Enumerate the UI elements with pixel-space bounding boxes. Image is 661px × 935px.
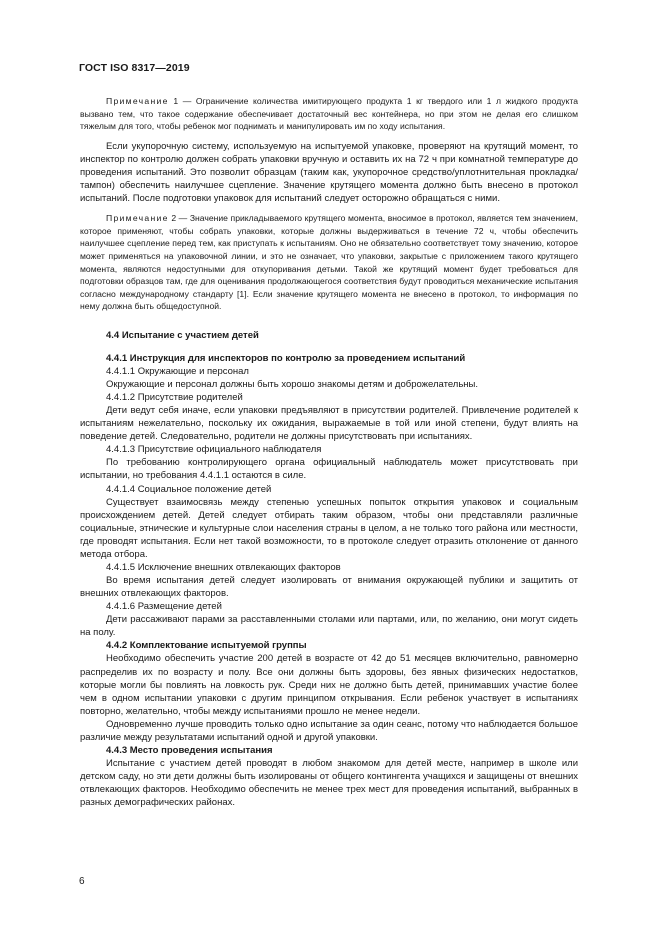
section-4-4-1-2-text: Дети ведут себя иначе, если упаковки предъявляют в присутствии родителей. Привлечение родителей к испытаниям нежелательно, поскольку их ожидания, выражаемые в той или иной степени, будут влиять на поведение детей. Следовательно, родители не должны присутствовать при испытаниях. (80, 405, 578, 443)
paragraph-closure-torque: Если укупорочную систему, используемую на испытуемой упаковке, проверяют на крутящий момент, то инспектор по контролю должен собрать упаковки вручную и оставить их на 72 ч при комнатной температуре до проведения испытаний. Это позволит образцам (таким как, укупорочное средство/уплотнительная прокладка/тампон) обеспечить наилучшее сцепление. Значение крутящего момента должно быть внесено в протокол испытаний. После подготовки упаковок для испытаний следует осторожно обращаться с ними. (80, 140, 578, 205)
section-4-4-1-3-title: 4.4.1.3 Присутствие официального наблюдателя (106, 444, 322, 456)
section-4-4-1-title: 4.4.1 Инструкция для инспекторов по контролю за проведением испытаний (106, 353, 466, 364)
section-4-4-3-paragraph-1: Испытание с участием детей проводят в любом знакомом для детей месте, например в школе или детском саду, но эти дети должны быть изолированы от общего контингента учащихся и защищены от внешних отвлекающих факторов. Необходимо обеспечить не менее трех мест для проведения испытаний, выбранных в разных демографических районах. (80, 758, 578, 809)
section-4-4-2-paragraph-2: Одновременно лучше проводить только одно испытание за один сеанс, потому что наблюдается большое различие между результатами испытаний одной и другой упаковки. (80, 718, 578, 743)
document-header: ГОСТ ISO 8317—2019 (79, 62, 190, 74)
section-4-4-1-4-text: Существует взаимосвязь между степенью успешных попыток открытия упаковок и социальным происхождением детей. Детей следует отбирать таким образом, чтобы они представляли различные социальные, этнические и культурные слои населения страны в целом, а не только того района или местности, где проводят испытания. Если нет такой возможности, то в протоколе следует отразить отклонение от данного метода отбора. (80, 496, 578, 560)
section-4-4-1-5-title: 4.4.1.5 Исключение внешних отвлекающих факторов (106, 562, 341, 574)
page-number: 6 (79, 876, 85, 887)
section-4-4-1-4-title: 4.4.1.4 Социальное положение детей (106, 483, 272, 495)
section-4-4-title: 4.4 Испытание с участием детей (106, 330, 259, 341)
section-4-4-2-title: 4.4.2 Комплектование испытуемой группы (106, 640, 307, 652)
section-4-4-1-1-text: Окружающие и персонал должны быть хорошо знакомы детям и доброжелательны. (106, 379, 479, 390)
section-4-4-3-title: 4.4.3 Место проведения испытания (106, 745, 273, 757)
note-1-label: Примечание (106, 96, 169, 106)
section-4-4-1-2-title: 4.4.1.2 Присутствие родителей (106, 392, 243, 404)
note-1-text: 1 — Ограничение количества имитирующего продукта 1 кг твердого или 1 л жидкого продукта вызвано тем, что такое содержание обеспечивает достаточный вес контейнера, но при этом не делая его слишком тяжелым для того, чтобы ребенок мог поднимать и манипулировать им по ходу испытания. (80, 96, 578, 132)
section-4-4-1-6-title: 4.4.1.6 Размещение детей (106, 601, 222, 613)
section-4-4-1-1-title: 4.4.1.1 Окружающие и персонал (106, 366, 249, 377)
section-4-4-2-paragraph-1: Необходимо обеспечить участие 200 детей в возрасте от 42 до 51 месяцев включительно, равномерно распределив их по возрасту и полу. Все они должны быть здоровы, без явных физических недостатков, которые могли бы повлиять на ловкость рук. Среди них не должно быть детей, принимавших участие более чем в одном испытании упаковки с другим принципом открывания. Если ребенок участвует в испытаниях повторно, желательно, чтобы между испытаниями прошло не менее недели. (80, 653, 578, 717)
section-4-4-1-5-text: Во время испытания детей следует изолировать от внимания окружающей публики и защитить от внешних отвлекающих факторов. (80, 575, 578, 600)
section-4-4-1-6-text: Дети рассаживают парами за расставленными столами или партами, или, по желанию, они могут сидеть на полу. (80, 614, 578, 639)
section-4-4-1-3-text: По требованию контролирующего органа официальный наблюдатель может присутствовать при испытании, но требования 4.4.1.1 остаются в силе. (80, 457, 578, 482)
note-1 (80, 95, 578, 133)
note-2 (80, 212, 578, 313)
document-body (80, 95, 578, 809)
note-2-label: Примечание (106, 213, 169, 224)
note-2-text: 2 — Значение прикладываемого крутящего момента, вносимое в протокол, является тем значением, которое применяют, чтобы собрать упаковки, которые должны выдерживаться в течение 72 ч, чтобы обеспечить наилучшее сцепление перед тем, как приступать к испытаниям. Оно не обязательно соответствует тому значению, которое может применяться на упаковочной линии, и это не означает, что упаковки, закрытые с приложением такого крутящего момента, являются недоступными для откупоривания детьми. Такой же крутящий момент будет требоваться для подготовки образцов там, где для оценивания продолжающегося соответствия будут проводиться механические испытания согласно международному стандарту [1]. Если значение крутящего момента не внесено в протокол, то информация по нему должна быть общедоступной. (80, 213, 578, 312)
